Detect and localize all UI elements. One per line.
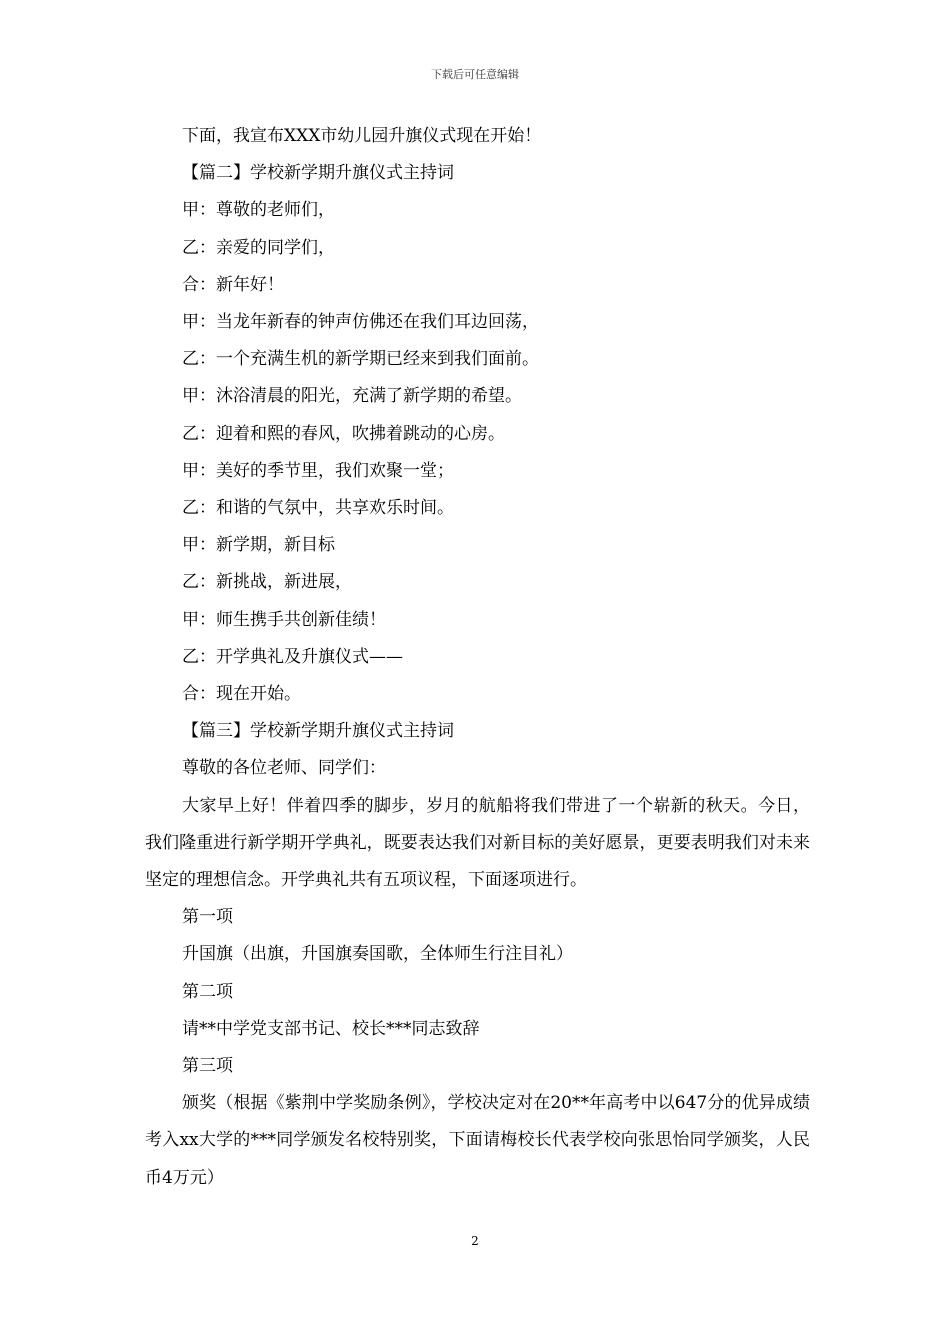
text-line: 尊敬的各位老师、同学们： [182,758,386,779]
text-line: 合：现在开始。 [182,684,301,705]
text-line: 甲：当龙年新春的钟声仿佛还在我们耳边回荡， [182,312,539,333]
page-header: 下载后可任意编辑 [431,68,519,81]
text-line: 第一项 [182,907,233,928]
text-line: 甲：沐浴清晨的阳光，充满了新学期的希望。 [182,386,522,407]
document-body [145,118,810,1197]
section-heading: 【篇二】学校新学期升旗仪式主持词 [182,163,454,184]
paragraph: 大家早上好！伴着四季的脚步，岁月的航船将我们带进了一个崭新的秋天。今日，我们隆重进行新学期开学典礼，既要表达我们对新目标的美好愿景，更要表明我们对未来坚定的理想信念。开学典礼共有五项议程，下面逐项进行。 [145,795,810,891]
text-line: 甲：师生携手共创新佳绩！ [182,609,386,630]
page-number: 2 [471,1234,479,1248]
text-line: 升国旗（出旗，升国旗奏国歌，全体师生行注目礼） [182,944,573,965]
text-line: 乙：开学典礼及升旗仪式—— [182,646,403,667]
text-line: 第二项 [182,981,233,1002]
text-line: 甲：美好的季节里，我们欢聚一堂； [182,460,454,481]
text-line: 乙：和谐的气氛中，共享欢乐时间。 [182,498,454,519]
text-line: 第三项 [182,1056,233,1077]
text-line: 乙：一个充满生机的新学期已经来到我们面前。 [182,349,539,370]
text-line: 甲：尊敬的老师们， [182,200,335,221]
text-line: 乙：新挑战，新进展， [182,572,352,593]
text-line: 甲：新学期，新目标 [182,535,335,556]
text-line: 乙：迎着和熙的春风，吹拂着跳动的心房。 [182,423,505,444]
text-line: 下面，我宣布XXX市幼儿园升旗仪式现在开始！ [182,126,542,146]
text-line: 请**中学党支部书记、校长***同志致辞 [182,1018,480,1039]
text-line: 合：新年好！ [182,274,284,295]
paragraph: 颁奖（根据《紫荆中学奖励条例》，学校决定对在20**年高考中以647分的优异成绩考入xx大学的***同学颁发名校特别奖，下面请梅校长代表学校向张思怡同学颁奖，人民币4万元） [145,1093,810,1188]
text-line: 乙：亲爱的同学们， [182,237,335,258]
section-heading: 【篇三】学校新学期升旗仪式主持词 [182,721,454,742]
